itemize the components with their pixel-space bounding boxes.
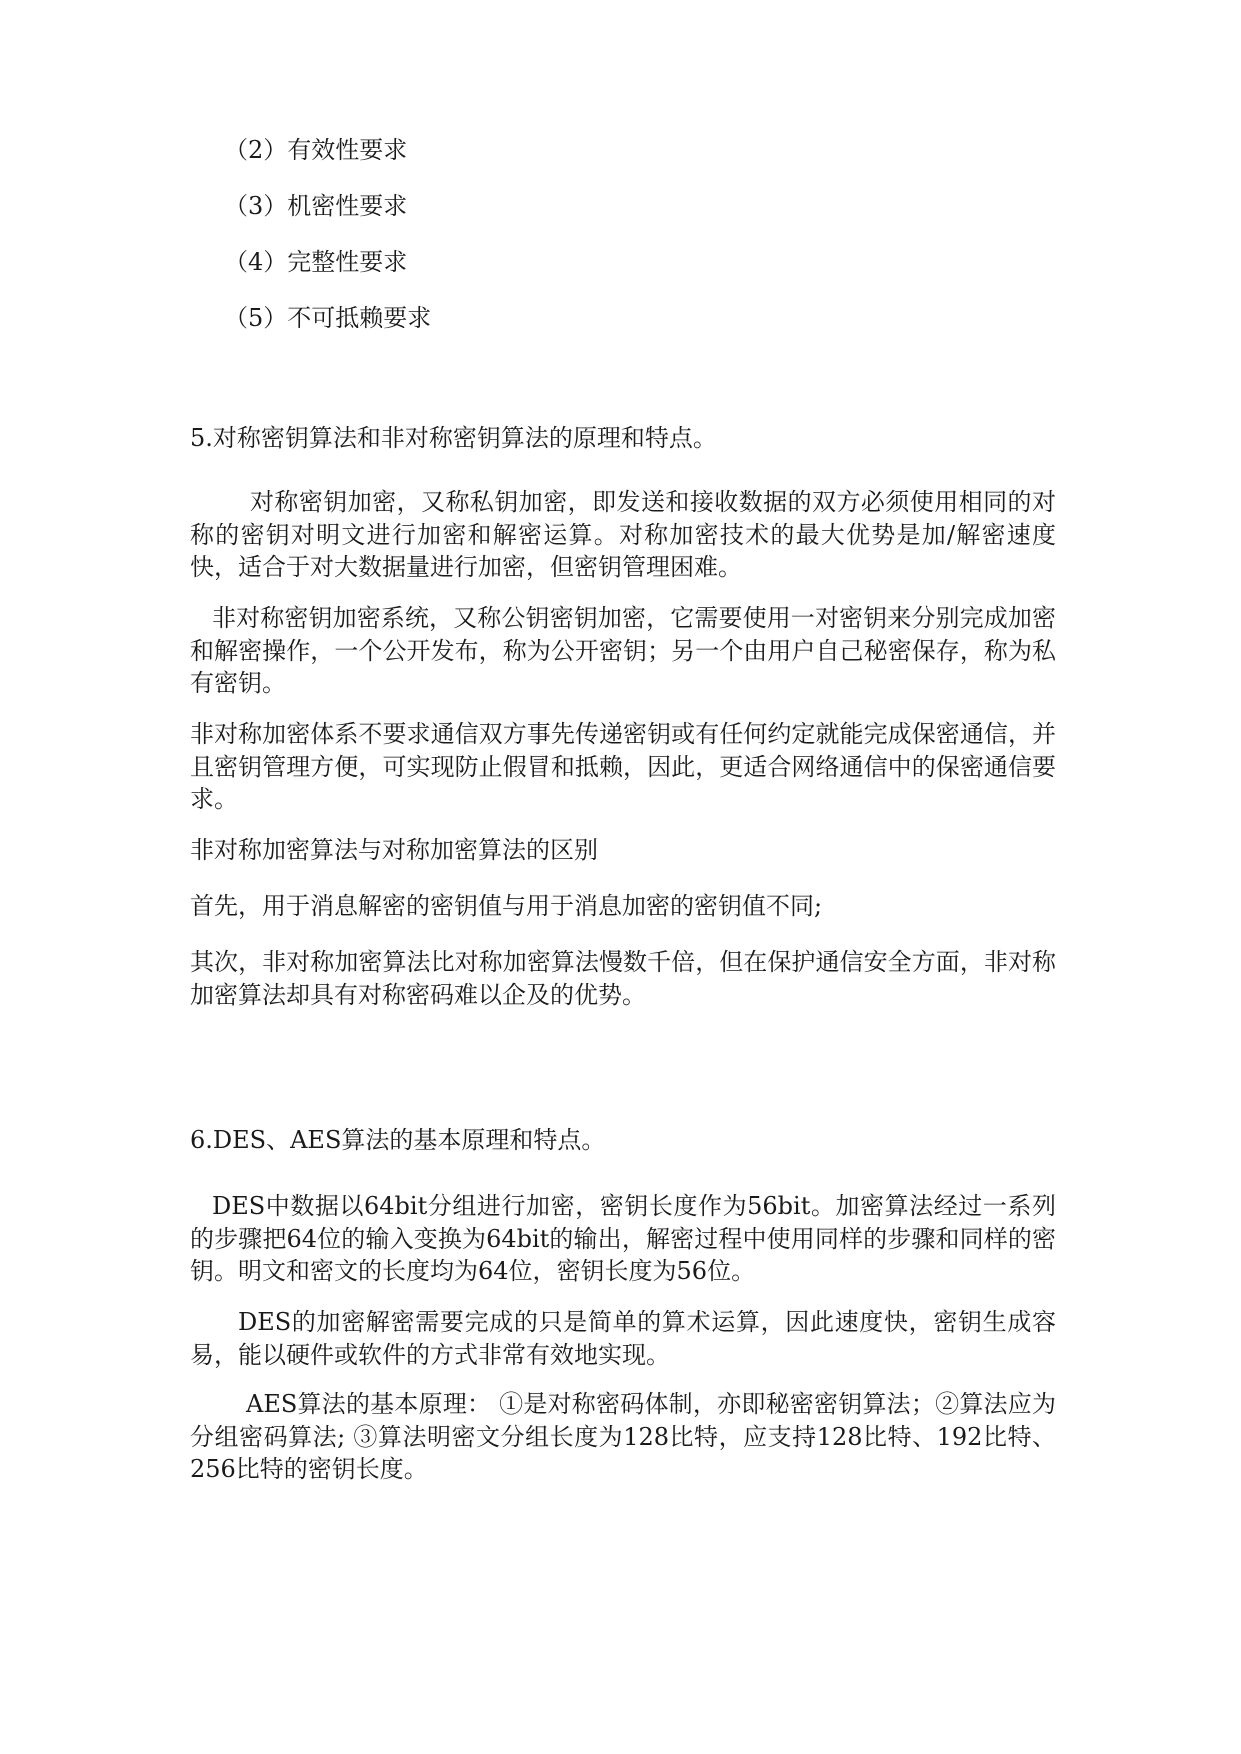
list-item	[224, 134, 1104, 166]
list-text: 完整性要求	[287, 248, 408, 276]
list-text: 不可抵赖要求	[287, 304, 432, 332]
list-marker: （2）	[224, 136, 288, 164]
list-text: 机密性要求	[287, 192, 408, 220]
list-marker: （4）	[224, 248, 288, 276]
section-5-heading: 5.对称密钥算法和非对称密钥算法的原理和特点。	[190, 424, 717, 452]
list-text: 有效性要求	[287, 136, 408, 164]
list-item	[224, 246, 1104, 278]
list-item	[224, 190, 1104, 222]
list-item	[224, 302, 1104, 334]
section-6-paragraph-aes-principle: AES算法的基本原理： ①是对称密码体制，亦即秘密密钥算法；②算法应为分组密码算法; ③算法明密文分组长度为128比特，应支持128比特、192比特、256比特的密钥长度。	[190, 1390, 1056, 1483]
section-6-heading: 6.DES、AES算法的基本原理和特点。	[190, 1126, 606, 1154]
section-5-difference-second: 其次，非对称加密算法比对称加密算法慢数千倍，但在保护通信安全方面，非对称加密算法却具有对称密码难以企及的优势。	[190, 948, 1056, 1009]
section-5-difference-first: 首先，用于消息解密的密钥值与用于消息加密的密钥值不同;	[190, 892, 823, 920]
section-5-paragraph-symmetric: 对称密钥加密，又称私钥加密，即发送和接收数据的双方必须使用相同的对称的密钥对明文进行加密和解密运算。对称加密技术的最大优势是加/解密速度快，适合于对大数据量进行加密，但密钥管理困难。	[190, 488, 1056, 581]
section-6-paragraph-des-principle: DES中数据以64bit分组进行加密，密钥长度作为56bit。加密算法经过一系列的步骤把64位的输入变换为64bit的输出，解密过程中使用同样的步骤和同样的密钥。明文和密文的长度均为64位，密钥长度为56位。	[190, 1192, 1056, 1285]
section-5-paragraph-asymmetric: 非对称密钥加密系统，又称公钥密钥加密，它需要使用一对密钥来分别完成加密和解密操作，一个公开发布，称为公开密钥；另一个由用户自己秘密保存，称为私有密钥。	[190, 604, 1056, 697]
section-6-paragraph-des-features: DES的加密解密需要完成的只是简单的算术运算，因此速度快，密钥生成容易，能以硬件或软件的方式非常有效地实现。	[190, 1308, 1056, 1369]
list-marker: （3）	[224, 192, 288, 220]
list-marker: （5）	[224, 304, 288, 332]
section-5-difference-title: 非对称加密算法与对称加密算法的区别	[190, 836, 598, 864]
section-5-paragraph-asymmetric-advantages: 非对称加密体系不要求通信双方事先传递密钥或有任何约定就能完成保密通信，并且密钥管理方便，可实现防止假冒和抵赖，因此，更适合网络通信中的保密通信要求。	[190, 720, 1056, 813]
